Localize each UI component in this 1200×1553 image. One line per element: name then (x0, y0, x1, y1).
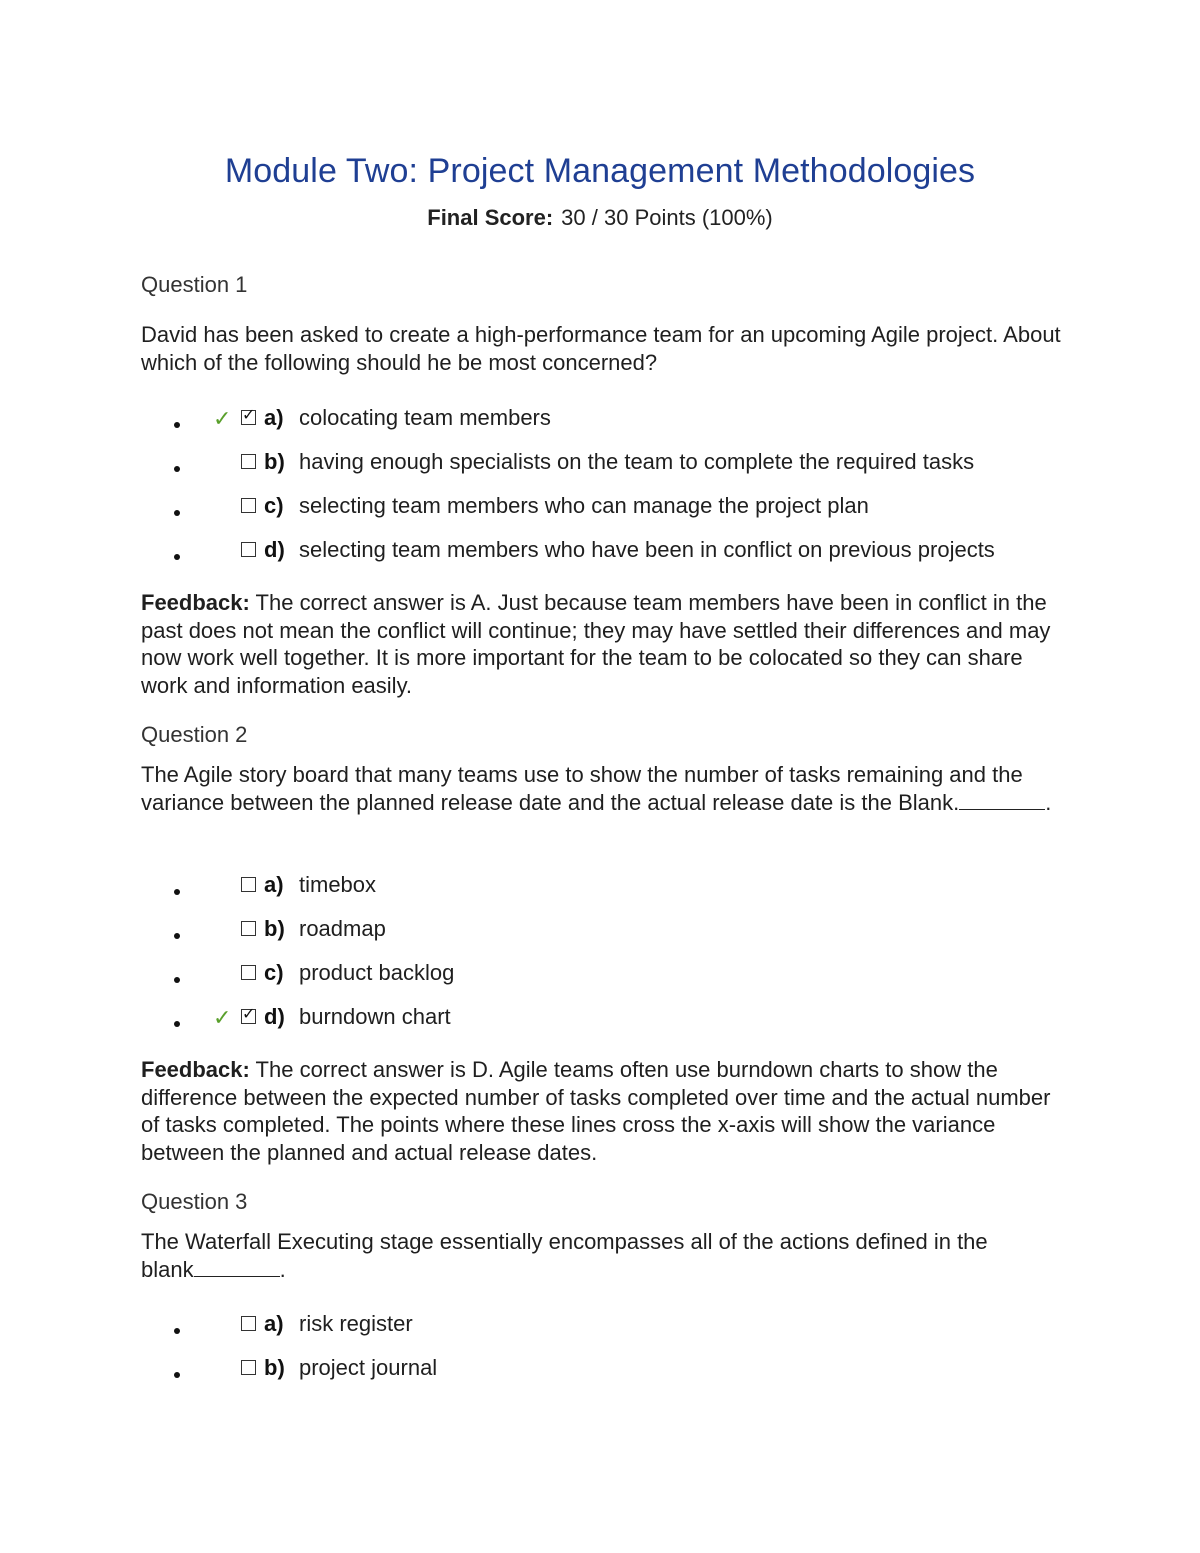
question-1-text: David has been asked to create a high-performance team for an upcoming Agile project. About which of the following should he be most concerned? (141, 322, 1061, 375)
answer-option[interactable] (0, 916, 1200, 965)
checkbox-tick-icon: ✓ (242, 1006, 256, 1023)
question-2-text-end: . (1045, 789, 1052, 815)
bullet (174, 889, 180, 895)
feedback-text: The correct answer is D. Agile teams often use burndown charts to show the difference between the expected number of tasks completed over time and the actual number of tasks completed. The points where these lines cross the x-axis will show the variance between the planned and actual release dates. (141, 1057, 1051, 1165)
answer-option[interactable] (0, 493, 1200, 542)
question-3-heading: Question 3 (141, 1189, 248, 1214)
option-letter: b) (264, 916, 285, 941)
question-2-options (0, 872, 1200, 1053)
checkbox-icon[interactable] (241, 454, 256, 469)
answer-option[interactable] (0, 537, 1200, 586)
option-letter: a) (264, 872, 284, 897)
checkbox-tick-icon: ✓ (242, 407, 256, 424)
answer-option[interactable] (0, 1355, 1200, 1404)
option-letter: b) (264, 1355, 285, 1380)
bullet (174, 1021, 180, 1027)
option-text: risk register (299, 1311, 413, 1336)
question-1-options (0, 405, 1200, 586)
checkbox-icon[interactable] (241, 1360, 256, 1375)
checkbox-icon[interactable] (241, 1316, 256, 1331)
checkbox-icon[interactable] (241, 498, 256, 513)
option-text: timebox (299, 872, 377, 897)
bullet (174, 510, 180, 516)
checked-checkbox-icon[interactable] (241, 1006, 256, 1024)
bullet (174, 422, 180, 428)
answer-option[interactable] (0, 960, 1200, 1009)
final-score-value: 30 / 30 Points (100%) (561, 205, 773, 230)
answer-option[interactable] (0, 1311, 1200, 1360)
feedback-label: Feedback: (141, 1057, 250, 1082)
option-text: selecting team members who have been in conflict on previous projects (299, 537, 995, 562)
checkbox-icon[interactable] (241, 965, 256, 980)
option-letter: c) (264, 960, 284, 985)
option-text: burndown chart (299, 1004, 451, 1029)
question-2-heading: Question 2 (141, 722, 248, 747)
correct-check-icon: ✓ (213, 406, 232, 431)
question-3-text-end: . (279, 1256, 286, 1282)
bullet (174, 977, 180, 983)
bullet (174, 933, 180, 939)
checkbox-icon[interactable] (241, 921, 256, 936)
option-letter: a) (264, 1311, 284, 1336)
question-1-heading: Question 1 (141, 272, 248, 297)
question-3-options (0, 1311, 1200, 1404)
fill-in-blank (194, 1258, 280, 1277)
feedback-text: The correct answer is A. Just because team members have been in conflict in the past does not mean the conflict will continue; they may have settled their differences and may now work well together. It is more important for the team to be colocated so they can share work and information easily. (141, 590, 1051, 698)
answer-option[interactable] (0, 872, 1200, 921)
question-3-text (141, 1228, 1021, 1283)
option-letter: d) (264, 1004, 285, 1029)
question-1-feedback (141, 589, 1071, 699)
option-text: product backlog (299, 960, 455, 985)
checkbox-icon[interactable] (241, 877, 256, 892)
feedback-label: Feedback: (141, 590, 250, 615)
bullet (174, 1372, 180, 1378)
option-letter: c) (264, 493, 284, 518)
page-title: Module Two: Project Management Methodologies (224, 152, 976, 190)
answer-option[interactable] (0, 449, 1200, 498)
option-text: selecting team members who can manage the project plan (299, 493, 869, 518)
option-letter: a) (264, 405, 284, 430)
bullet (174, 554, 180, 560)
checkbox-icon[interactable] (241, 542, 256, 557)
question-3-text-main: The Waterfall Executing stage essentially encompasses all of the actions defined in the blank (141, 1229, 988, 1282)
answer-option[interactable] (0, 1004, 1200, 1053)
option-text: colocating team members (299, 405, 551, 430)
fill-in-blank (959, 791, 1045, 810)
final-score (0, 205, 1200, 231)
option-text: having enough specialists on the team to complete the required tasks (299, 449, 975, 474)
checked-checkbox-icon[interactable] (241, 407, 256, 425)
question-2-text-main: The Agile story board that many teams use to show the number of tasks remaining and the variance between the planned release date and the actual release date is the Blank. (141, 762, 1023, 815)
correct-check-icon: ✓ (213, 1005, 232, 1030)
bullet (174, 1328, 180, 1334)
option-text: project journal (299, 1355, 438, 1380)
bullet (174, 466, 180, 472)
option-letter: b) (264, 449, 285, 474)
option-text: roadmap (299, 916, 386, 941)
answer-option[interactable] (0, 405, 1200, 454)
question-2-text (141, 761, 1061, 816)
final-score-label: Final Score: (427, 205, 554, 230)
option-letter: d) (264, 537, 285, 562)
question-2-feedback (141, 1056, 1071, 1166)
